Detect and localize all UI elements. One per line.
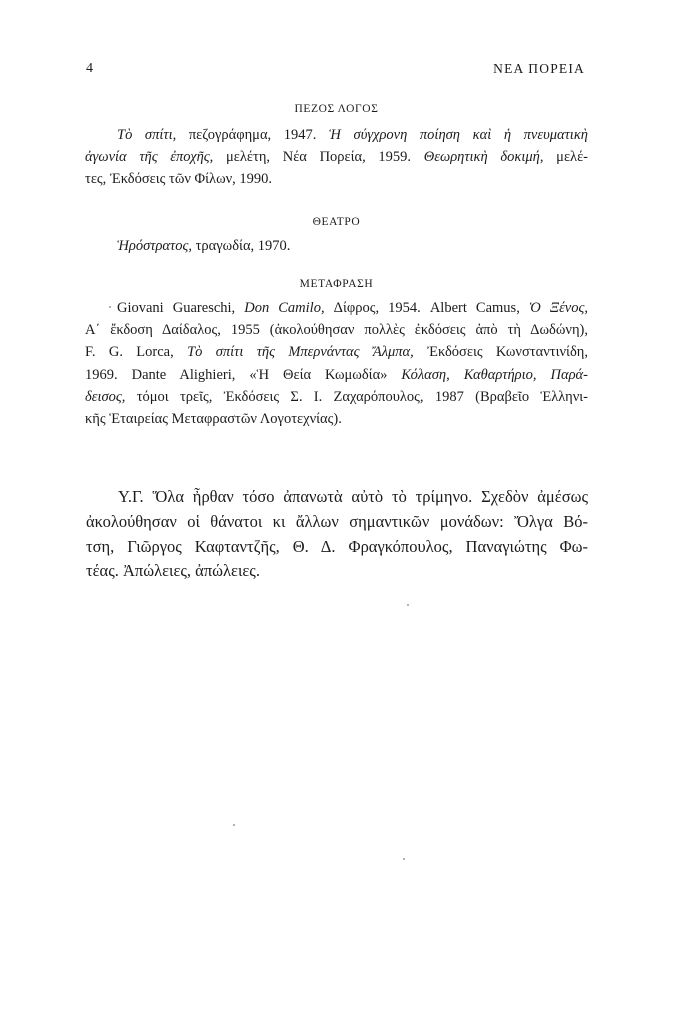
prose-paragraph xyxy=(85,124,588,191)
theatre-paragraph xyxy=(85,235,588,257)
editor-note xyxy=(86,485,588,584)
translation-heading: ΜΕΤΑΦΡΑΣΗ xyxy=(299,278,374,290)
note-line: τση, Γιῶργος Καφταντζῆς, Θ. Δ. Φραγκόπουλος, Παναγιώτης Φω- xyxy=(86,536,588,556)
translation-line: 1969. Dante Alighieri, «Ἡ Θεία Κωμωδία» Κόλαση, Καθαρτήριο, Παρά- xyxy=(85,366,588,383)
note-line: ἀκολούθησαν οἱ θάνατοι κι ἄλλων σημαντικῶν μονάδων: Ὄλγα Βό- xyxy=(86,511,588,531)
theatre-line: Ἡρόστρατος, τραγωδία, 1970. xyxy=(117,238,291,254)
prose-line: τες, Ἐκδόσεις τῶν Φίλων, 1990. xyxy=(85,171,273,188)
prose-line: Τὸ σπίτι, πεζογράφημα, 1947. Ἡ σύγχρονη ποίηση καὶ ἡ πνευματικὴ xyxy=(117,127,588,143)
translation-line: Giovani Guareschi, Don Camilo, Δίφρος, 1954. Albert Camus, Ὁ Ξένος, xyxy=(117,300,588,316)
translation-line: κῆς Ἑταιρείας Μεταφραστῶν Λογοτεχνίας). xyxy=(85,411,342,428)
page-number: 4 xyxy=(86,61,94,76)
theatre-heading: ΘΕΑΤΡΟ xyxy=(312,216,361,228)
prose-line: ἀγωνία τῆς ἐποχῆς, μελέτη, Νέα Πορεία, 1959. Θεωρητικὴ δοκιμή, μελέ- xyxy=(85,149,588,166)
scan-speck xyxy=(403,858,405,860)
scan-speck xyxy=(109,306,111,308)
translation-line: Α΄ ἔκδοση Δαίδαλος, 1955 (ἀκολούθησαν πολλὲς ἐκδόσεις ἀπὸ τὴ Δωδώνη), xyxy=(85,322,588,339)
running-head: ΝΕΑ ΠΟΡΕΙΑ xyxy=(493,61,585,76)
scan-speck xyxy=(233,824,235,826)
scan-speck xyxy=(407,604,409,606)
translation-paragraph xyxy=(85,297,588,430)
translation-line: F. G. Lorca, Τὸ σπίτι τῆς Μπερνάντας Ἄλμπα, Ἐκδόσεις Κωνσταντινίδη, xyxy=(85,344,588,361)
note-line: τέας. Ἀπώλειες, ἀπώλειες. xyxy=(86,561,260,581)
translation-line: δεισος, τόμοι τρεῖς, Ἐκδόσεις Σ. Ι. Ζαχαρόπουλος, 1987 (Βραβεῖο Ἑλληνι- xyxy=(85,388,588,405)
note-line: Υ.Γ. Ὅλα ἦρθαν τόσο ἀπανωτὰ αὐτὸ τὸ τρίμηνο. Σχεδὸν ἀμέσως xyxy=(118,487,588,506)
prose-heading: ΠΕΖΟΣ ΛΟΓΟΣ xyxy=(294,103,379,115)
